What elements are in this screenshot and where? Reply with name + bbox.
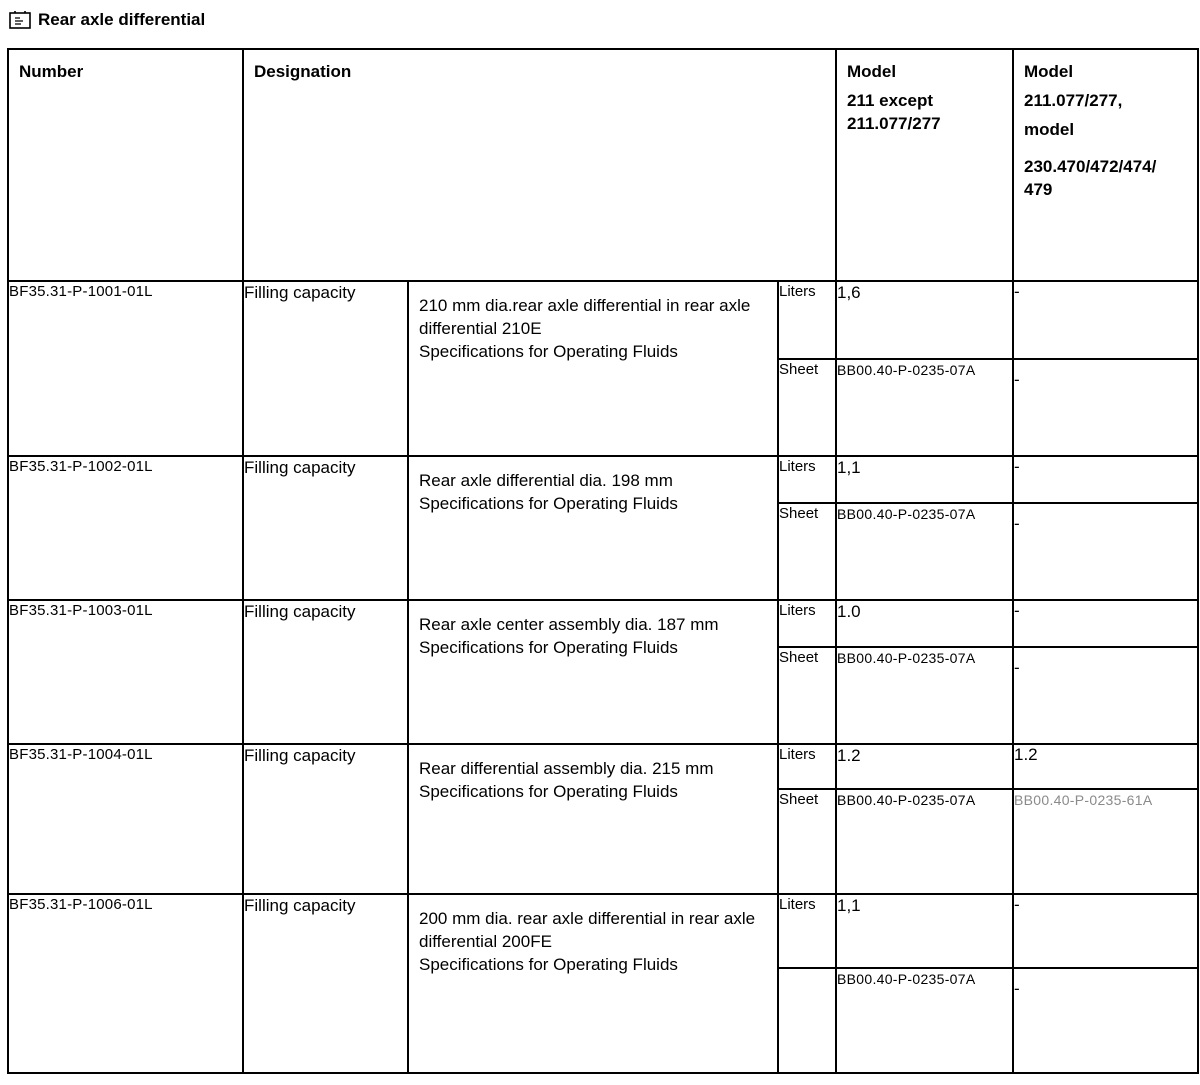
capacity-value-col2: -	[1013, 456, 1198, 503]
capacity-value-col2: -	[1013, 281, 1198, 359]
unit-liters: Liters	[778, 894, 836, 968]
unit-sheet	[778, 968, 836, 1073]
part-number: BF35.31-P-1002-01L	[8, 456, 243, 600]
description-cell	[408, 600, 778, 744]
sheet-reference-col1: BB00.40-P-0235-07A	[836, 968, 1013, 1073]
capacity-value-col2: -	[1013, 600, 1198, 647]
unit-liters: Liters	[778, 600, 836, 647]
designation: Filling capacity	[243, 456, 408, 600]
header-model-col2: Model 211.077/277, model 230.470/472/474/ 479	[1013, 49, 1198, 281]
unit-liters: Liters	[778, 281, 836, 359]
sheet-reference-col2: -	[1013, 968, 1198, 1073]
unit-sheet: Sheet	[778, 789, 836, 894]
page-title	[8, 7, 205, 33]
capacity-value-col1: 1,1	[836, 894, 1013, 968]
header-designation: Designation	[243, 49, 836, 281]
capacity-value-col1: 1.2	[836, 744, 1013, 789]
capacity-value-col2: -	[1013, 894, 1198, 968]
specification-reference-label: Specifications for Operating Fluids	[419, 638, 678, 657]
description-cell	[408, 744, 778, 894]
designation: Filling capacity	[243, 600, 408, 744]
unit-liters: Liters	[778, 456, 836, 503]
sheet-reference-col1: BB00.40-P-0235-07A	[836, 789, 1013, 894]
part-number: BF35.31-P-1003-01L	[8, 600, 243, 744]
sheet-reference-col1: BB00.40-P-0235-07A	[836, 503, 1013, 600]
sheet-reference-col2: -	[1013, 503, 1198, 600]
table-header-row	[8, 49, 1198, 281]
sheet-reference-col2: -	[1013, 647, 1198, 744]
part-number: BF35.31-P-1001-01L	[8, 281, 243, 456]
description-cell	[408, 894, 778, 1073]
description: 200 mm dia. rear axle differential in rear axle differential 200FE	[419, 909, 756, 951]
header-number: Number	[8, 49, 243, 281]
description-cell	[408, 456, 778, 600]
page-title-text: Rear axle differential	[38, 10, 206, 29]
specifications-table	[7, 48, 1199, 1074]
specification-reference-label: Specifications for Operating Fluids	[419, 494, 678, 513]
description-cell	[408, 281, 778, 456]
header-model-col1: Model 211 except 211.077/277	[836, 49, 1013, 281]
unit-liters: Liters	[778, 744, 836, 789]
document-icon	[8, 10, 32, 30]
designation: Filling capacity	[243, 894, 408, 1073]
table-row	[8, 456, 1198, 503]
capacity-value-col1: 1.0	[836, 600, 1013, 647]
specification-reference-label: Specifications for Operating Fluids	[419, 955, 678, 974]
capacity-value-col1: 1,1	[836, 456, 1013, 503]
sheet-reference-col1: BB00.40-P-0235-07A	[836, 647, 1013, 744]
description: Rear differential assembly dia. 215 mm	[419, 759, 714, 778]
specification-reference-label: Specifications for Operating Fluids	[419, 342, 678, 361]
description: Rear axle center assembly dia. 187 mm	[419, 615, 719, 634]
sheet-reference-col2: -	[1013, 359, 1198, 456]
sheet-reference-col2: BB00.40-P-0235-61A	[1013, 789, 1198, 894]
part-number: BF35.31-P-1004-01L	[8, 744, 243, 894]
description: 210 mm dia.rear axle differential in rear axle differential 210E	[419, 296, 751, 338]
specification-reference-label: Specifications for Operating Fluids	[419, 782, 678, 801]
unit-sheet: Sheet	[778, 359, 836, 456]
designation: Filling capacity	[243, 281, 408, 456]
description: Rear axle differential dia. 198 mm	[419, 471, 673, 490]
table-row	[8, 281, 1198, 359]
table-row	[8, 600, 1198, 647]
part-number: BF35.31-P-1006-01L	[8, 894, 243, 1073]
capacity-value-col2: 1.2	[1013, 744, 1198, 789]
table-row	[8, 894, 1198, 968]
table-row	[8, 744, 1198, 789]
designation: Filling capacity	[243, 744, 408, 894]
capacity-value-col1: 1,6	[836, 281, 1013, 359]
unit-sheet: Sheet	[778, 647, 836, 744]
unit-sheet: Sheet	[778, 503, 836, 600]
sheet-reference-col1: BB00.40-P-0235-07A	[836, 359, 1013, 456]
